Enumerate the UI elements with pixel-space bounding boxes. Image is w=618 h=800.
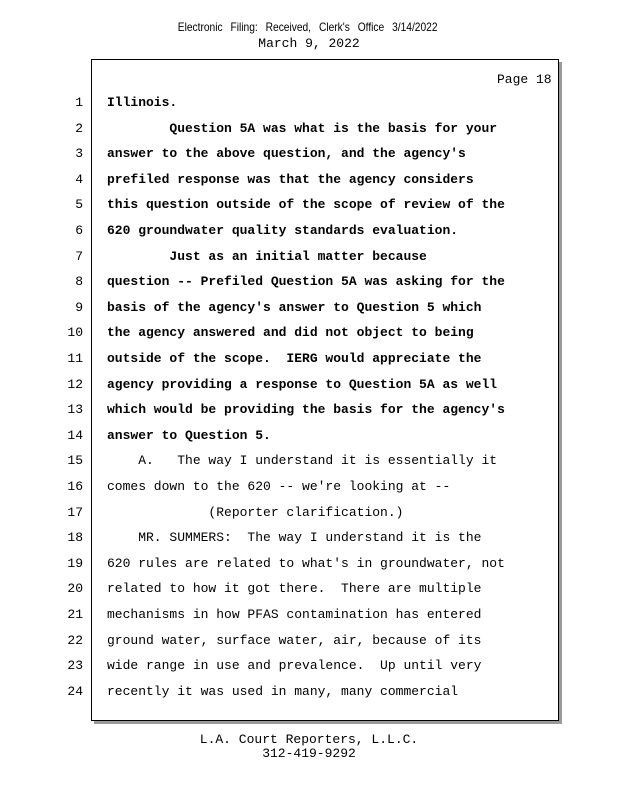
line-number: 7 (75, 249, 83, 264)
line-number: 1 (75, 95, 83, 110)
line-number: 12 (67, 377, 83, 392)
line-text: Illinois. (107, 95, 178, 110)
line-text: basis of the agency's answer to Question 5 which (107, 300, 482, 315)
line-number: 2 (75, 121, 83, 136)
reporter-phone: 312-419-9292 (262, 746, 356, 761)
line-number: 6 (75, 223, 83, 238)
line-text: answer to the above question, and the agency's (107, 146, 466, 161)
line-text: wide range in use and prevalence. Up until very (107, 658, 482, 673)
line-number: 8 (75, 274, 83, 289)
line-number: 23 (67, 658, 83, 673)
line-number: 13 (67, 402, 83, 417)
line-number: 19 (67, 556, 83, 571)
line-number: 22 (67, 633, 83, 648)
line-number: 24 (67, 684, 83, 699)
line-number: 9 (75, 300, 83, 315)
line-number: 16 (67, 479, 83, 494)
line-text: question -- Prefiled Question 5A was asking for the (107, 274, 505, 289)
line-number: 17 (67, 505, 83, 520)
line-text: which would be providing the basis for the agency's (107, 402, 505, 417)
line-text: A. The way I understand it is essentially it (107, 453, 498, 468)
line-number: 10 (67, 325, 83, 340)
line-text: related to how it got there. There are multiple (107, 581, 482, 596)
line-text: Just as an initial matter because (107, 249, 427, 264)
line-text: this question outside of the scope of review of the (107, 197, 505, 212)
line-number: 20 (67, 581, 83, 596)
line-text: ground water, surface water, air, because of its (107, 633, 482, 648)
filing-stamp: Electronic Filing: Received, Clerk's Office 3/14/2022 (177, 20, 438, 34)
line-text: (Reporter clarification.) (107, 505, 404, 520)
line-number: 21 (67, 607, 83, 622)
line-text: recently it was used in many, many commercial (107, 684, 459, 699)
line-number: 3 (75, 146, 83, 161)
line-number: 15 (67, 453, 83, 468)
line-number: 18 (67, 530, 83, 545)
line-text: comes down to the 620 -- we're looking at -- (107, 479, 451, 494)
line-text: outside of the scope. IERG would appreciate the (107, 351, 482, 366)
line-text: answer to Question 5. (107, 428, 271, 443)
line-text: 620 rules are related to what's in groundwater, not (107, 556, 505, 571)
line-text: Question 5A was what is the basis for your (107, 121, 498, 136)
line-text: mechanisms in how PFAS contamination has entered (107, 607, 482, 622)
page-number: Page 18 (497, 72, 552, 87)
reporter-company: L.A. Court Reporters, L.L.C. (199, 732, 419, 747)
line-text: MR. SUMMERS: The way I understand it is the (107, 530, 482, 545)
line-number: 5 (75, 197, 83, 212)
transcript-date: March 9, 2022 (258, 36, 360, 51)
line-text: 620 groundwater quality standards evaluation. (107, 223, 459, 238)
line-number: 14 (67, 428, 83, 443)
line-number: 4 (75, 172, 83, 187)
line-text: prefiled response was that the agency considers (107, 172, 474, 187)
line-number: 11 (67, 351, 83, 366)
line-text: the agency answered and did not object to being (107, 325, 474, 340)
line-text: agency providing a response to Question 5A as well (107, 377, 498, 392)
